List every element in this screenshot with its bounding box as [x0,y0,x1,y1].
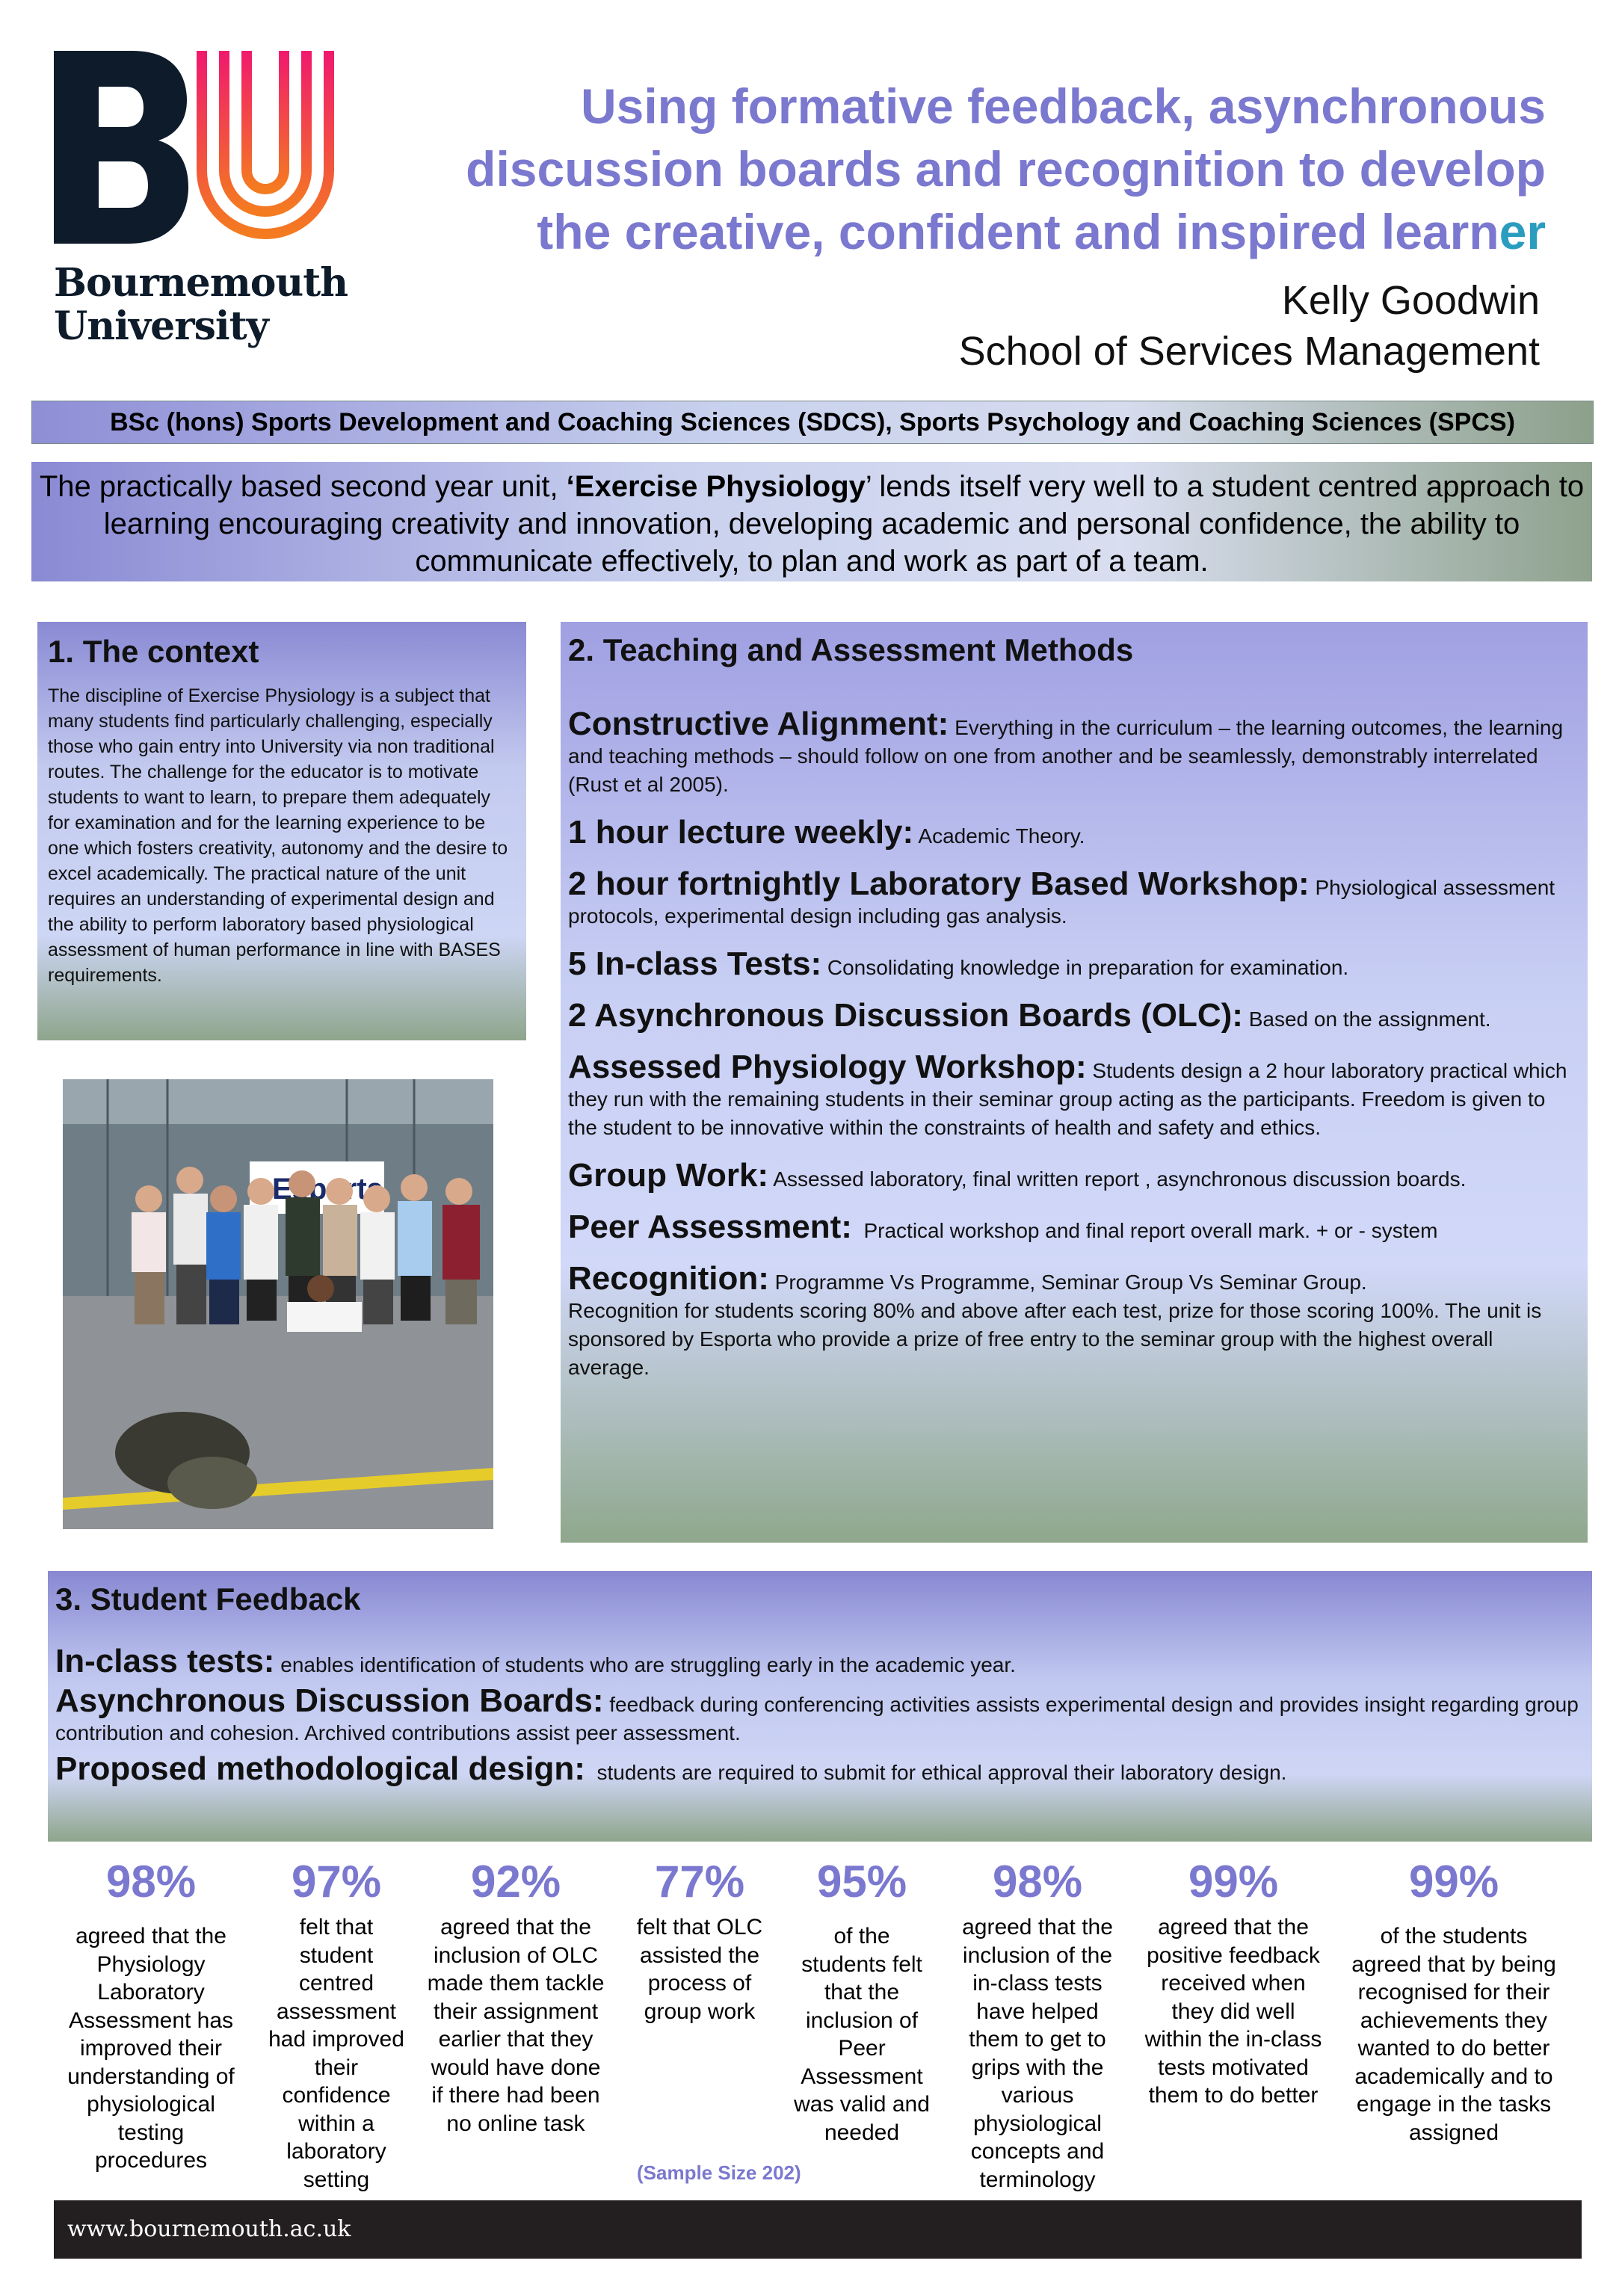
feedback-section [48,1571,1592,1842]
teaching-item-title: 5 In-class Tests: [568,945,822,982]
title-line-2: discussion boards and recognition to develop [466,141,1546,197]
footer-bar [54,2200,1582,2259]
teaching-item-title: 2 hour fortnightly Laboratory Based Workshop: [568,865,1310,902]
stat-in-class-tests [949,1851,1126,2194]
teaching-item-discussion-boards [568,999,1580,1034]
programme-banner: BSc (hons) Sports Development and Coaching Sciences (SDCS), Sports Psychology and Coaching Sciences (SPCS) [31,401,1594,444]
teaching-item-group-work [568,1158,1580,1194]
author-block [959,275,1540,377]
stat-text: agreed that the inclusion of the in-class tests have helped them to get to grips with the various physiological concepts and terminology [962,1915,1113,2192]
stat-value: 98% [105,1857,197,1907]
teaching-item-text: Physiological assessment protocols, experimental design including gas analysis. [568,876,1555,928]
teaching-item-lecture [568,815,1580,851]
title-line-3 [320,200,1546,263]
logo-b-icon [54,51,188,244]
feedback-heading: 3. Student Feedback [55,1581,361,1617]
stat-value: 97% [291,1857,382,1907]
author-school: School of Services Management [958,329,1540,374]
stat-text: agreed that the positive feedback received when they did well within the in-class tests motivated them to do better [1144,1915,1322,2108]
teaching-item-text: Academic Theory. [918,824,1085,848]
teaching-item-title: 2 Asynchronous Discussion Boards (OLC): [568,997,1243,1034]
teaching-item-title: Peer Assessment: [568,1209,852,1245]
stat-text: agreed that the Physiology Laboratory Assessment has improved their understanding of physiological testing procedures [67,1924,235,2173]
feedback-item-title: In-class tests: [55,1643,275,1679]
stat-text: of the students felt that the inclusion of Peer Assessment was valid and needed [794,1924,930,2145]
students-group-photo [63,1079,493,1529]
teaching-item-laboratory-workshop [568,867,1580,931]
logo-wordmark [54,262,348,348]
sample-size-note: (Sample Size 202) [637,2161,801,2184]
teaching-item-text: Based on the assignment. [1248,1007,1491,1031]
title-line-3-main: the creative, confident and inspired learn [537,204,1499,259]
stat-value: 99% [1188,1857,1279,1907]
teaching-item-title: Assessed Physiology Workshop: [568,1049,1087,1085]
teaching-item-title: Recognition: [568,1260,769,1297]
stat-student-centred [262,1851,411,2194]
teaching-item-title: 1 hour lecture weekly: [568,814,914,851]
intro-text-before: The practically based second year unit, [39,470,567,503]
stat-value: 98% [992,1857,1083,1907]
teaching-item-text: Practical workshop and final report overall mark. + or - system [863,1219,1438,1242]
teaching-section [561,622,1588,1543]
teaching-heading: 2. Teaching and Assessment Methods [568,632,1134,667]
stat-text: agreed that the inclusion of OLC made them tackle their assignment earlier that they would have done if there had been no online task [427,1915,605,2136]
stat-value: 77% [654,1857,745,1907]
feedback-item-methodological-design [55,1752,1585,1787]
feedback-item-title: Proposed methodological design: [55,1750,585,1787]
teaching-item-title: Constructive Alignment: [568,706,949,742]
poster-title [320,75,1546,263]
context-section [37,622,526,1040]
feedback-item-text: enables identification of students who are struggling early in the academic year. [280,1653,1016,1676]
feedback-item-text: feedback during conferencing activities assists experimental design and provides insight regarding group contribution and cohesion. Archived contributions assist peer assessment. [55,1693,1579,1744]
stat-peer-assessment [791,1851,933,2147]
teaching-item-text: Assessed laboratory, final written report , asynchronous discussion boards. [773,1167,1467,1191]
footer-url-link[interactable]: www.bournemouth.ac.uk [67,2216,351,2242]
intro-box [31,462,1592,581]
logo-line-2: University [54,303,268,349]
teaching-item-text: Programme Vs Programme, Seminar Group Vs Seminar Group. [774,1271,1367,1294]
intro-text-after: ’ lends itself very well to a student centred approach to learning encouraging creativity and innovation, developing academic and personal confidence, the ability to communicate effectively, to plan and work as part of a team. [103,470,1585,578]
teaching-item-constructive-alignment [568,707,1580,799]
logo-line-1: Bournemouth [54,260,348,306]
teaching-item-peer-assessment [568,1210,1580,1245]
stat-text: of the students agreed that by being recognised for their achievements they wanted to do better academically and to engage in the tasks assigned [1351,1924,1556,2145]
title-line-3-accent: er [1499,204,1546,259]
stat-positive-feedback [1144,1851,1323,2110]
stat-text: felt that OLC assisted the process of group work [636,1915,763,2024]
teaching-item-text: Everything in the curriculum – the learning outcomes, the learning and teaching methods – should follow on one from another and be seamlessly, demonstrably interrelated (Rust et al 2005). [568,716,1564,796]
context-body: The discipline of Exercise Physiology is a subject that many students find particularly challenging, especially those who gain entry into University via non traditional routes. The challenge for the educator is to motivate students to want to learn, to prepare them adequately for examination and for the learning experience to be one which fosters creativity, autonomy and the desire to excel academically. The practical nature of the unit requires an understanding of experimental design and the ability to perform laboratory based physiological assessment of human performance in line with BASES requirements. [48,685,508,986]
teaching-item-recognition [568,1262,1580,1382]
author-name: Kelly Goodwin [1281,278,1540,323]
teaching-item-extra: Recognition for students scoring 80% and above after each test, prize for those scoring 100%. The unit is sponsored by Esporta who provide a prize of free entry to the seminar group with the highest overall average. [568,1299,1542,1379]
stat-value: 99% [1408,1857,1499,1907]
intro-text-bold: ‘Exercise Physiology [566,470,866,503]
stat-recognition [1345,1851,1562,2147]
feedback-item-discussion-boards [55,1684,1585,1747]
stat-value: 92% [470,1857,561,1907]
stat-lab-assessment [61,1851,241,2175]
feedback-item-in-class-tests [55,1644,1585,1679]
teaching-item-text: Students design a 2 hour laboratory practical which they run with the remaining students in their seminar group acting as the participants. Freedom is given to the student to be innovative within the constraints of health and safety and ethics. [568,1059,1567,1139]
title-line-1: Using formative feedback, asynchronous [580,78,1546,134]
teaching-item-in-class-tests [568,947,1580,982]
stat-olc-group-work [622,1851,777,2025]
stat-olc-assignment [423,1851,608,2138]
stat-value: 95% [816,1857,907,1907]
teaching-item-text: Consolidating knowledge in preparation for examination. [827,956,1349,979]
logo-u-icon [194,51,336,245]
feedback-item-text: students are required to submit for ethical approval their laboratory design. [596,1761,1287,1784]
stat-text: felt that student centred assessment had improved their confidence within a laboratory setting [268,1915,404,2192]
context-heading: 1. The context [48,634,259,669]
university-logo [54,51,348,350]
teaching-item-title: Group Work: [568,1157,769,1194]
feedback-item-title: Asynchronous Discussion Boards: [55,1682,604,1719]
teaching-item-assessed-workshop [568,1050,1580,1142]
